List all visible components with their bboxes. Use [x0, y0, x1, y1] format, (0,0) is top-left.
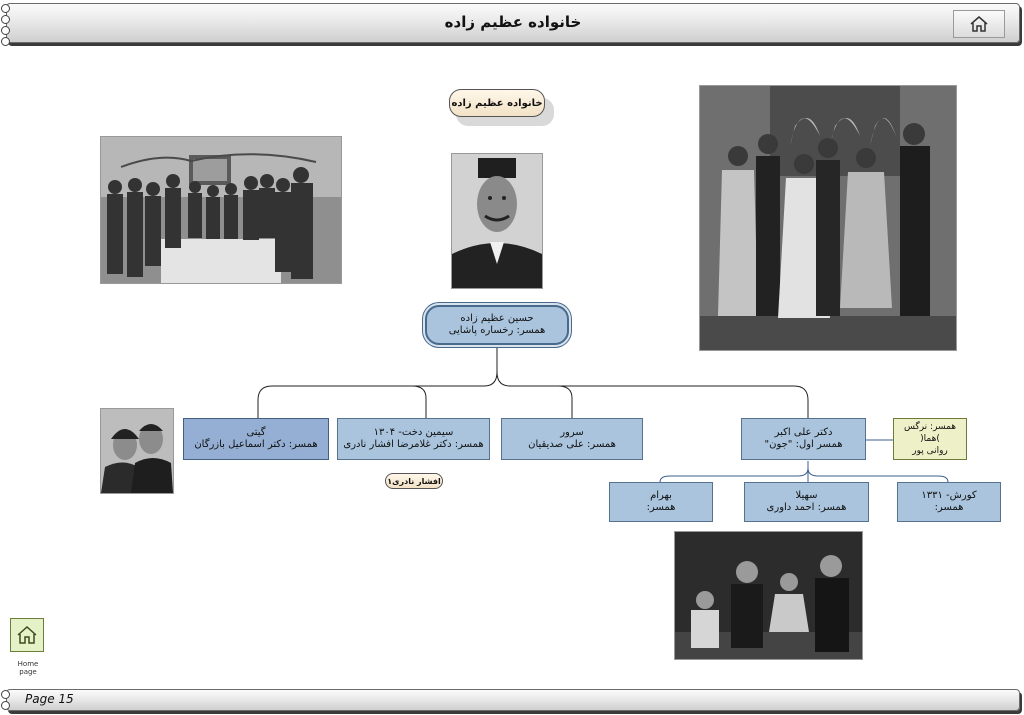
grandchild-node-soheila[interactable]	[744, 482, 869, 522]
child-name: دکتر علی اکبر	[774, 427, 833, 438]
grandchild-spouse: همسر: احمد داوری	[766, 502, 847, 513]
grandchild-name: بهرام	[650, 490, 672, 501]
root-node-hossein[interactable]	[425, 305, 569, 345]
child-spouse: همسر: دکتر غلامرضا افشار نادری	[343, 439, 484, 450]
root-name: حسین عظیم زاده	[460, 313, 534, 324]
grandchild-spouse: همسر:	[934, 502, 964, 513]
afshar-link-tag[interactable]: افشار نادری۱	[385, 473, 443, 489]
page-title: خانواده عظیم زاده	[444, 13, 582, 31]
second-spouse-line2: روانی پور	[912, 446, 948, 456]
binder-rings-bottom	[1, 690, 11, 712]
grandchild-name: کورش- ۱۳۳۱	[921, 490, 977, 501]
child-spouse: همسر: علی صدیقیان	[528, 439, 616, 450]
portrait-hossein-photo	[451, 153, 543, 289]
couple-photo	[100, 408, 174, 494]
root-spouse: همسر: رخساره پاشایی	[448, 325, 546, 336]
child-name: سرور	[560, 427, 584, 438]
family-portrait-photo	[674, 531, 863, 660]
child-spouse: همسر: دکتر اسماعیل بازرگان	[194, 439, 318, 450]
grandchild-node-bahram[interactable]	[609, 482, 713, 522]
second-spouse-node[interactable]	[893, 418, 967, 460]
grandchild-name: سهیلا	[795, 490, 818, 501]
grandchild-node-kourosh[interactable]	[897, 482, 1001, 522]
child-node-sarvar[interactable]	[501, 418, 643, 460]
grandchild-spouse: همسر:	[646, 502, 676, 513]
family-tag: خانواده عظیم زاده	[449, 89, 545, 117]
second-spouse-line1: همسر: نرگس )هما(	[903, 422, 957, 444]
footer-bar	[6, 689, 1020, 711]
child-node-simin[interactable]	[337, 418, 490, 460]
child-name: گیتی	[246, 427, 266, 438]
family-dinner-photo	[100, 136, 342, 284]
child-name: سیمین دخت- ۱۳۰۴	[373, 427, 454, 438]
group-standing-photo	[699, 85, 957, 351]
home-icon	[16, 625, 38, 645]
page-number: Page 15	[25, 692, 74, 706]
child-node-geti[interactable]	[183, 418, 329, 460]
home-page-button[interactable]	[10, 618, 44, 652]
child-node-ali-akbar[interactable]	[741, 418, 866, 460]
child-spouse: همسر اول: "جون"	[764, 439, 843, 450]
home-page-caption: Home page	[17, 660, 39, 676]
